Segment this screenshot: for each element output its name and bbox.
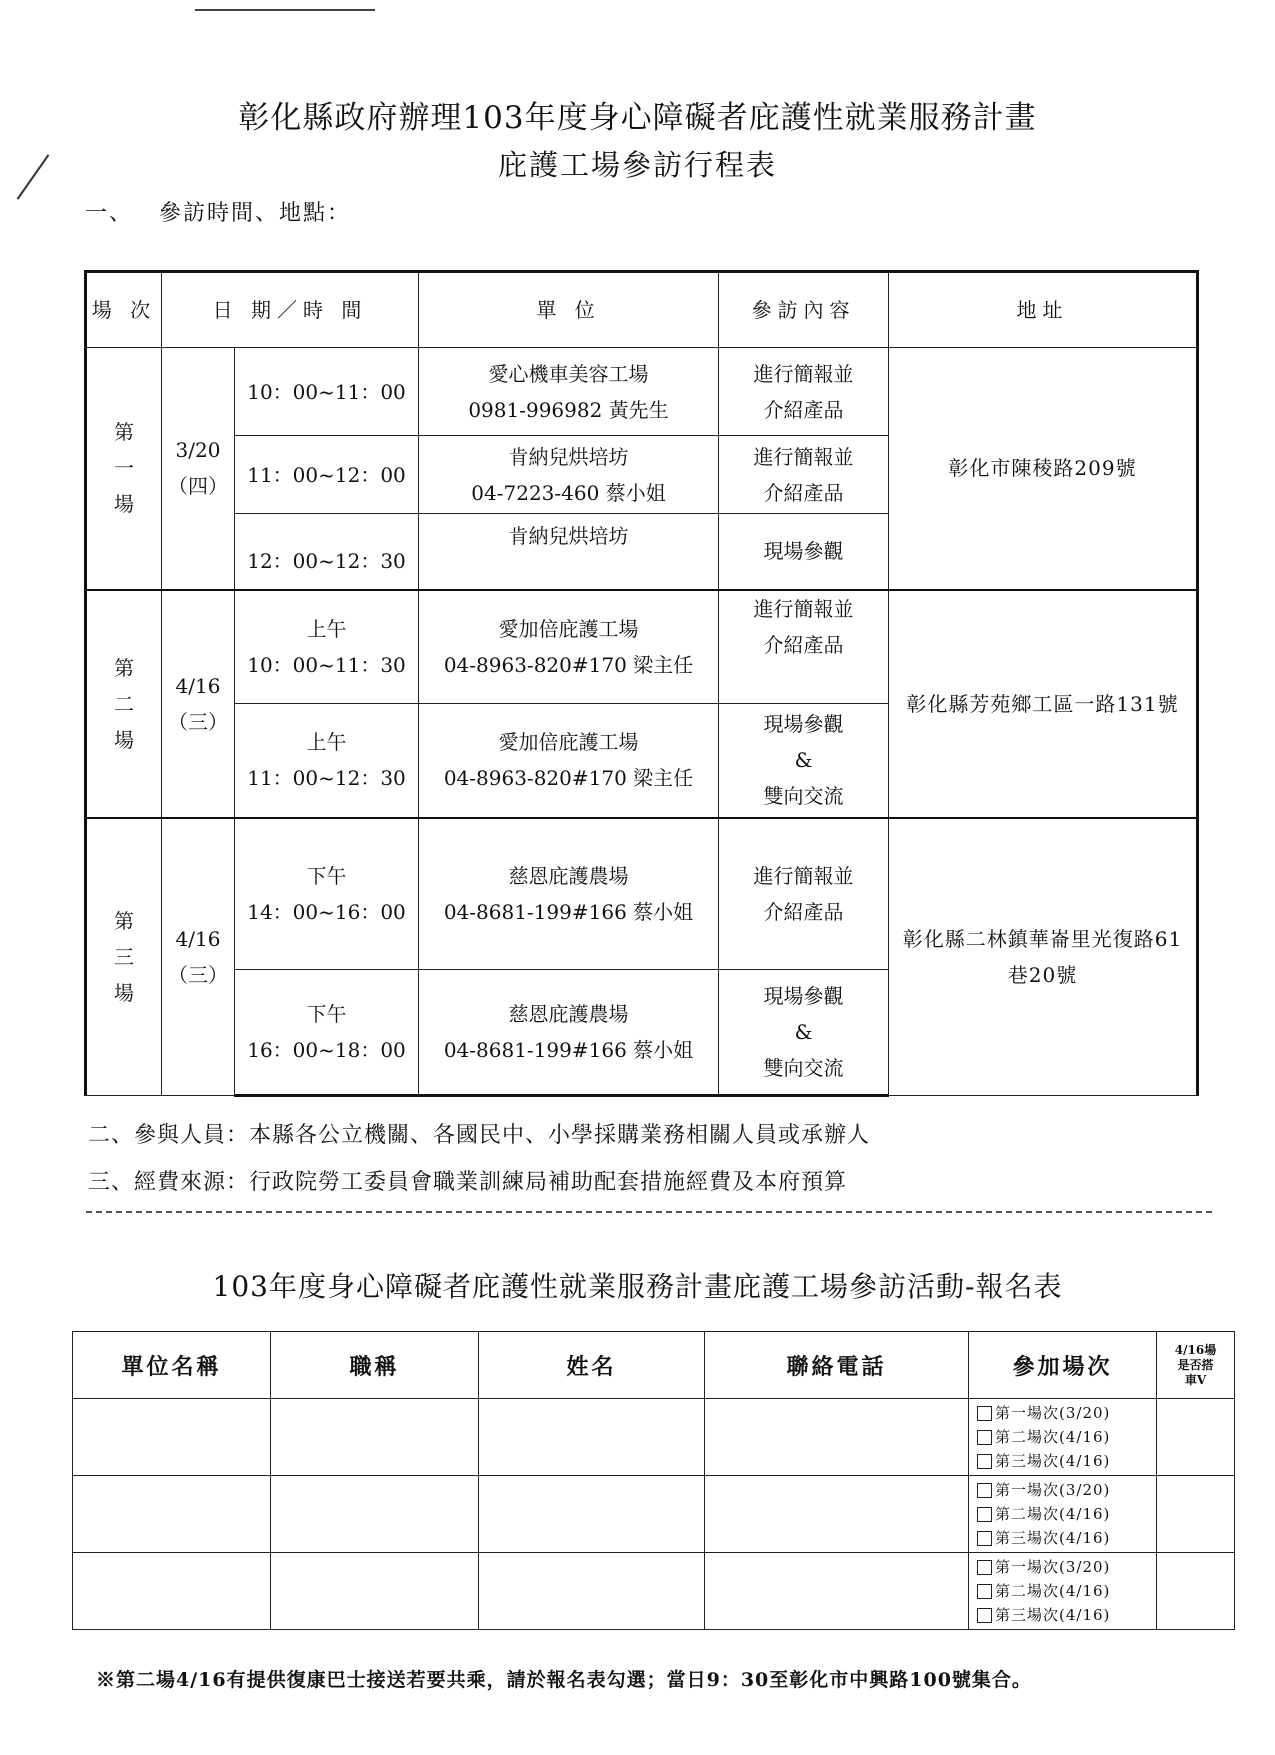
registration-row — [73, 1553, 1235, 1630]
reg-name-cell[interactable] — [479, 1553, 705, 1630]
s1-unit-1: 愛心機車美容工場 0981-996982 黃先生 — [419, 348, 719, 436]
schedule-header-row — [86, 272, 1198, 348]
s2-row-1 — [86, 590, 1198, 704]
reg-name-cell[interactable] — [479, 1476, 705, 1553]
s1-session-name: 第一場 — [86, 348, 162, 590]
cut-line — [86, 1211, 1212, 1213]
reg-job-cell[interactable] — [271, 1476, 479, 1553]
page-title: 彰化縣政府辦理103年度身心障礙者庇護性就業服務計畫 — [238, 100, 1037, 136]
s2-content-2: 現場參觀 & 雙向交流 — [719, 704, 889, 818]
reg-header-job: 職稱 — [271, 1332, 479, 1399]
reg-session-options — [969, 1553, 1157, 1630]
reg-phone-cell[interactable] — [705, 1476, 969, 1553]
checkbox[interactable] — [977, 1560, 992, 1575]
s1-time-3: 12：00~12：30 — [235, 514, 419, 590]
reg-unit-cell[interactable] — [73, 1553, 271, 1630]
registration-table — [72, 1331, 1235, 1630]
s1-time-2: 11：00~12：00 — [235, 436, 419, 514]
reg-bus-cell[interactable] — [1157, 1399, 1235, 1476]
checkbox[interactable] — [977, 1483, 992, 1498]
s2-content-1: 進行簡報並 介紹產品 — [719, 590, 889, 704]
reg-unit-cell[interactable] — [73, 1399, 271, 1476]
s3-unit-1: 慈恩庇護農場 04-8681-199#166 蔡小姐 — [419, 818, 719, 970]
reg-session-options — [969, 1399, 1157, 1476]
reg-session-options — [969, 1476, 1157, 1553]
session-option-2[interactable]: 第二場次(4/16) — [977, 1579, 1155, 1603]
reg-header-name: 姓名 — [479, 1332, 705, 1399]
s2-session-name: 第二場 — [86, 590, 162, 818]
session-option-3[interactable]: 第三場次(4/16) — [977, 1449, 1155, 1473]
reg-header-unit: 單位名稱 — [73, 1332, 271, 1399]
s1-address: 彰化市陳稜路209號 — [889, 348, 1198, 590]
session-option-1[interactable]: 第一場次(3/20) — [977, 1401, 1155, 1425]
s2-time-1: 上午 10：00~11：30 — [235, 590, 419, 704]
header-datetime: 日 期／時 間 — [162, 272, 419, 348]
s2-date: 4/16 （三） — [162, 590, 235, 818]
checkbox[interactable] — [977, 1608, 992, 1623]
session-option-3[interactable]: 第三場次(4/16) — [977, 1526, 1155, 1550]
reg-header-session: 參加場次 — [969, 1332, 1157, 1399]
s3-unit-2: 慈恩庇護農場 04-8681-199#166 蔡小姐 — [419, 970, 719, 1096]
section-1-heading — [85, 196, 351, 227]
s2-unit-2: 愛加倍庇護工場 04-8963-820#170 梁主任 — [419, 704, 719, 818]
section-3-funding: 三、經費來源：行政院勞工委員會職業訓練局補助配套措施經費及本府預算 — [88, 1170, 848, 1195]
schedule-table — [84, 270, 1199, 1097]
section-2-participants: 二、參與人員：本縣各公立機關、各國民中、小學採購業務相關人員或承辦人 — [88, 1123, 871, 1148]
footer-note: ※第二場4/16有提供復康巴士接送若要共乘，請於報名表勾選；當日9：30至彰化市中興路100號集合。 — [96, 1669, 1032, 1691]
s2-address: 彰化縣芳苑鄉工區一路131號 — [889, 590, 1198, 818]
reg-unit-cell[interactable] — [73, 1476, 271, 1553]
s3-time-2: 下午 16：00~18：00 — [235, 970, 419, 1096]
reg-bus-cell[interactable] — [1157, 1476, 1235, 1553]
s3-row-1 — [86, 818, 1198, 970]
header-session: 場 次 — [86, 272, 162, 348]
s1-unit-2: 肯納兒烘培坊 04-7223-460 蔡小姐 — [419, 436, 719, 514]
s3-date: 4/16 （三） — [162, 818, 235, 1096]
session-option-1[interactable]: 第一場次(3/20) — [977, 1478, 1155, 1502]
s2-unit-1: 愛加倍庇護工場 04-8963-820#170 梁主任 — [419, 590, 719, 704]
s3-content-1: 進行簡報並 介紹產品 — [719, 818, 889, 970]
s1-time-1: 10：00~11：00 — [235, 348, 419, 436]
reg-header-bus: 4/16場 是否搭 車V — [1157, 1332, 1235, 1399]
reg-phone-cell[interactable] — [705, 1553, 969, 1630]
s1-row-1 — [86, 348, 1198, 436]
session-option-3[interactable]: 第三場次(4/16) — [977, 1603, 1155, 1627]
session-option-2[interactable]: 第二場次(4/16) — [977, 1425, 1155, 1449]
reg-header-phone: 聯絡電話 — [705, 1332, 969, 1399]
page-subtitle: 庇護工場參訪行程表 — [497, 148, 777, 182]
registration-row — [73, 1399, 1235, 1476]
s1-content-2: 進行簡報並 介紹產品 — [719, 436, 889, 514]
section-1-label: 參訪時間、地點： — [159, 201, 352, 226]
reg-name-cell[interactable] — [479, 1399, 705, 1476]
session-option-1[interactable]: 第一場次(3/20) — [977, 1555, 1155, 1579]
s1-unit-3: 肯納兒烘培坊 — [419, 514, 719, 590]
registration-title: 103年度身心障礙者庇護性就業服務計畫庇護工場參訪活動-報名表 — [212, 1270, 1063, 1303]
s1-content-3: 現場參觀 — [719, 514, 889, 590]
scan-mark — [195, 9, 375, 11]
s2-time-2: 上午 11：00~12：30 — [235, 704, 419, 818]
s3-time-1: 下午 14：00~16：00 — [235, 818, 419, 970]
s3-address: 彰化縣二林鎮華崙里光復路61巷20號 — [889, 818, 1198, 1096]
s3-content-2: 現場參觀 & 雙向交流 — [719, 970, 889, 1096]
registration-header-row — [73, 1332, 1235, 1399]
reg-bus-cell[interactable] — [1157, 1553, 1235, 1630]
reg-job-cell[interactable] — [271, 1553, 479, 1630]
section-1-number: 一、 — [85, 201, 134, 226]
header-content: 參訪內容 — [719, 272, 889, 348]
checkbox[interactable] — [977, 1584, 992, 1599]
checkbox[interactable] — [977, 1406, 992, 1421]
s1-content-1: 進行簡報並 介紹產品 — [719, 348, 889, 436]
checkbox[interactable] — [977, 1507, 992, 1522]
checkbox[interactable] — [977, 1531, 992, 1546]
header-unit: 單 位 — [419, 272, 719, 348]
reg-phone-cell[interactable] — [705, 1399, 969, 1476]
s1-date: 3/20 （四） — [162, 348, 235, 590]
header-address: 地址 — [889, 272, 1198, 348]
reg-job-cell[interactable] — [271, 1399, 479, 1476]
s3-session-name: 第三場 — [86, 818, 162, 1096]
checkbox[interactable] — [977, 1430, 992, 1445]
session-option-2[interactable]: 第二場次(4/16) — [977, 1502, 1155, 1526]
checkbox[interactable] — [977, 1454, 992, 1469]
registration-row — [73, 1476, 1235, 1553]
